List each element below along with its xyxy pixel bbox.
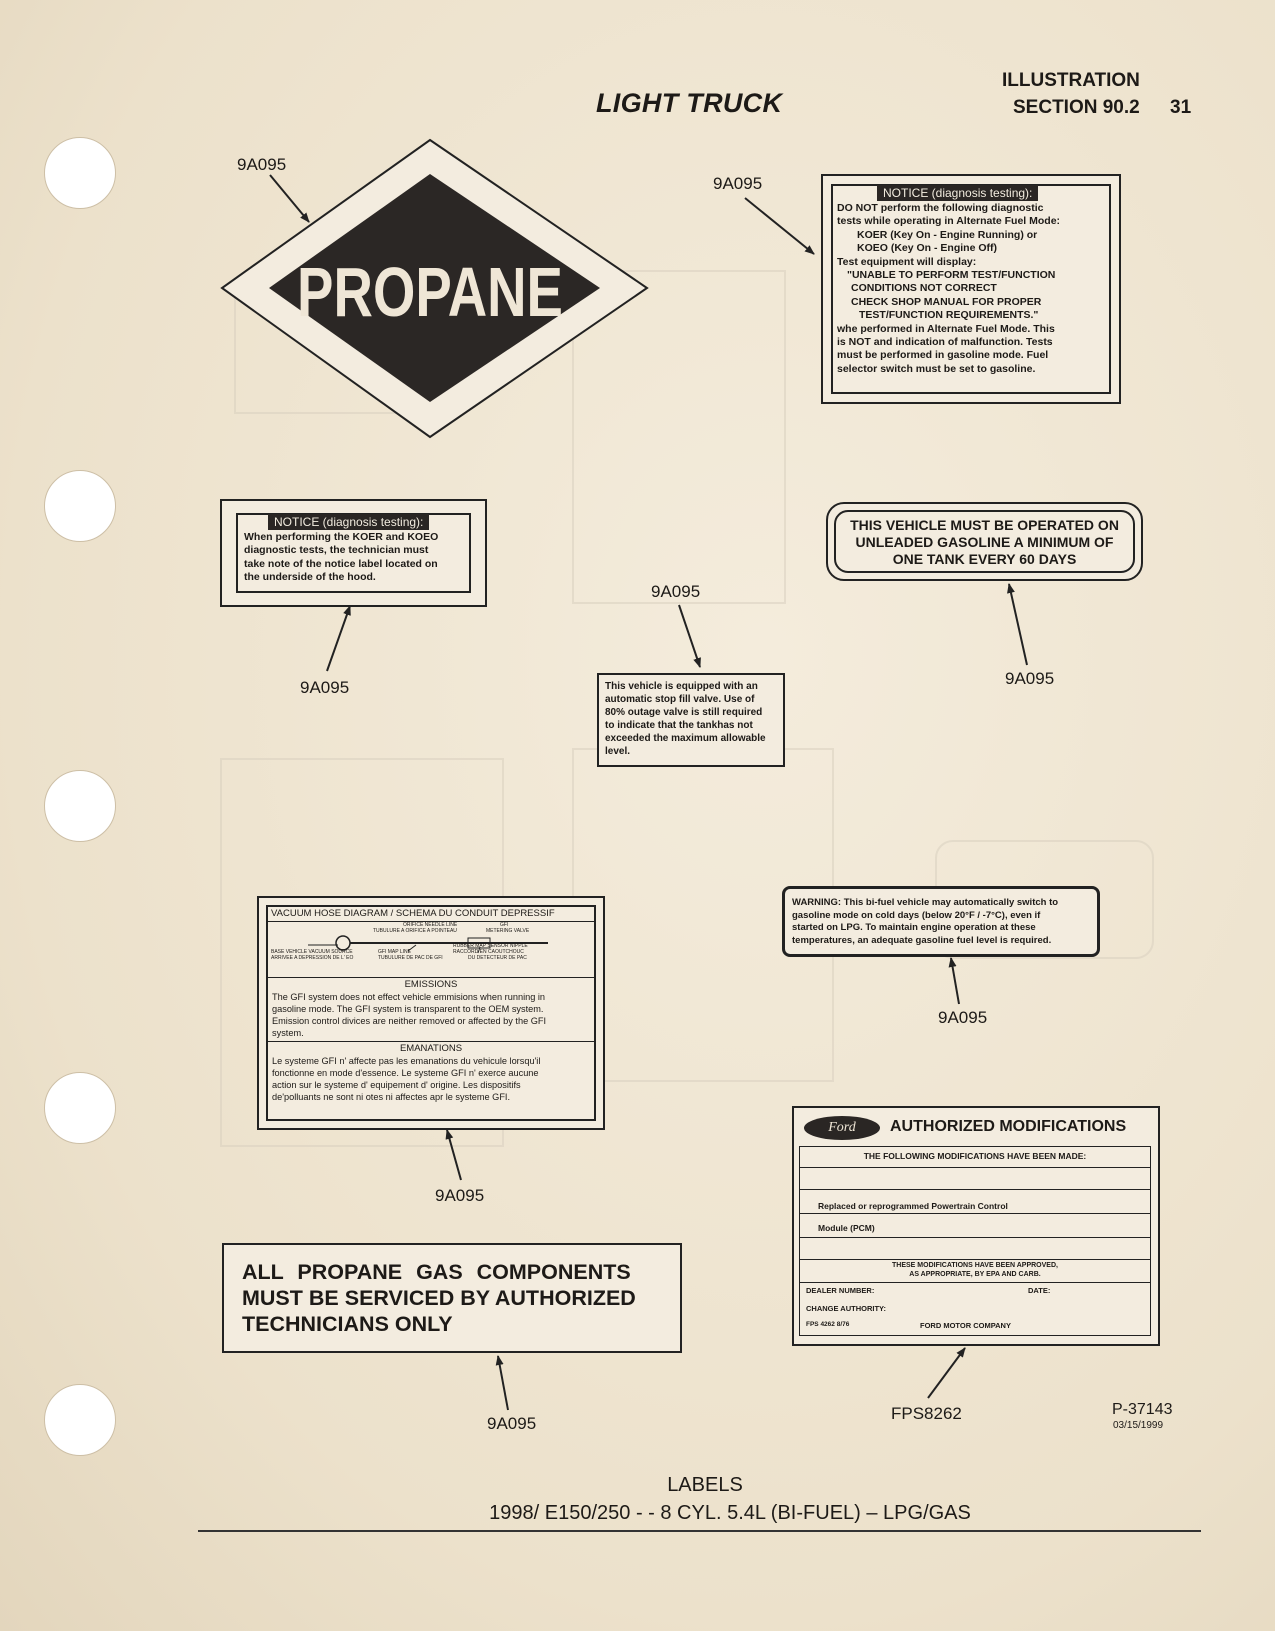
emissions-line: system.	[272, 1028, 304, 1038]
footer-vehicle: 1998/ E150/250 - - 8 CYL. 5.4L (BI-FUEL) – LPG/GAS	[489, 1502, 971, 1524]
page-title: LIGHT TRUCK	[596, 88, 783, 118]
footer-labels: LABELS	[667, 1474, 743, 1496]
warning-line: started on LPG. To maintain engine operation at these	[792, 922, 1036, 934]
date-field: DATE:	[1028, 1286, 1051, 1295]
components-line: ALL PROPANE GAS COMPONENTS	[242, 1260, 631, 1284]
vacuum-hose-label	[257, 896, 605, 1130]
figure-number: P-37143	[1112, 1401, 1173, 1418]
propane-components-text	[242, 1259, 636, 1337]
diagram-label: ARRIVEE A DEPRESSION DE L' EO	[271, 955, 354, 961]
part-ref: 9A095	[435, 1186, 485, 1205]
part-ref: FPS8262	[891, 1404, 962, 1423]
authorized-mods-title: AUTHORIZED MODIFICATIONS	[890, 1118, 1127, 1135]
diagram-label: GFI	[500, 922, 509, 928]
warning-line: WARNING: This bi-fuel vehicle may automatically switch to	[792, 897, 1059, 908]
notice-line: is NOT and indication of malfunction. Tests	[837, 336, 1053, 349]
part-ref: 9A095	[487, 1414, 537, 1433]
notice-line: diagnostic tests, the technician must	[244, 544, 429, 557]
stop-fill-line: to indicate that the tankhas not	[605, 720, 753, 731]
label-inner-border	[799, 1146, 1151, 1336]
notice-line: KOEO (Key On - Engine Off)	[857, 242, 998, 255]
propane-text: PROPANE	[297, 253, 563, 332]
notice-line: must be performed in gasoline mode. Fuel	[837, 349, 1049, 362]
divider	[268, 977, 594, 978]
emissions-line: gasoline mode. The GFI system is transparent to the OEM system.	[272, 1004, 544, 1014]
leader-arrow	[270, 175, 309, 222]
warning-line: gasoline mode on cold days (below 20°F / -7°C), even if	[792, 909, 1041, 921]
unleaded-gasoline-label	[826, 502, 1143, 581]
stop-fill-line: automatic stop fill valve. Use of	[605, 694, 755, 705]
diagram-label: ORIFICE NEEDLE LINE	[403, 922, 458, 928]
diagram-label: RACCORD EN CAOUTCHOUC	[453, 949, 524, 955]
divider	[268, 1041, 594, 1042]
unleaded-line: THIS VEHICLE MUST BE OPERATED ON	[850, 517, 1119, 533]
components-line: TECHNICIANS ONLY	[242, 1312, 453, 1336]
illustration-heading: ILLUSTRATION	[1002, 70, 1140, 91]
unleaded-line: ONE TANK EVERY 60 DAYS	[892, 551, 1077, 567]
diagram-label: RUBBER MAP SENSOR NIPPLE	[453, 943, 528, 949]
label-inner-border	[266, 905, 596, 1121]
diagram-label: METERING VALVE	[486, 928, 530, 934]
part-ref: 9A095	[1005, 669, 1055, 688]
notice-line: KOER (Key On - Engine Running) or	[857, 228, 1038, 241]
leader-arrow	[1009, 584, 1027, 665]
notice-body	[837, 202, 1107, 376]
emissions-line: Emission control divices are neither removed or affected by the GFI	[272, 1016, 547, 1026]
change-authority: CHANGE AUTHORITY:	[806, 1304, 886, 1313]
notice-heading: NOTICE (diagnosis testing):	[877, 185, 1038, 201]
leader-arrow	[447, 1130, 461, 1180]
ford-logo: Ford	[804, 1116, 880, 1140]
leader-arrow	[679, 605, 700, 667]
label-inner-border	[834, 510, 1135, 573]
components-line: MUST BE SERVICED BY AUTHORIZED	[242, 1286, 636, 1310]
footer-rule	[198, 1530, 1201, 1532]
notice-line: Test equipment will display:	[837, 255, 977, 268]
leader-arrow	[745, 198, 814, 254]
section-number: SECTION 90.2	[1013, 97, 1140, 118]
notice-line: "UNABLE TO PERFORM TEST/FUNCTION	[847, 269, 1056, 282]
vacuum-title: VACUUM HOSE DIAGRAM / SCHEMA DU CONDUIT DEPRESSIF	[271, 908, 555, 919]
notice-diagnosis-label-large	[821, 174, 1121, 404]
emanations-heading: EMANATIONS	[399, 1043, 463, 1054]
stop-fill-valve-label	[597, 673, 785, 767]
notice-diagnosis-label-small	[220, 499, 487, 607]
diagram-label: BASE VEHICLE VACUUM SOURCE	[271, 949, 353, 955]
notice-line: the underside of the hood.	[244, 571, 376, 584]
authorized-modifications-label	[792, 1106, 1160, 1346]
notice-line: take note of the notice label located on	[244, 557, 438, 570]
diagram-label: GFI MAP LINE	[378, 949, 411, 955]
stop-fill-line: level.	[605, 746, 631, 757]
label-inner-border	[831, 184, 1111, 394]
dealer-number: DEALER NUMBER:	[806, 1286, 875, 1295]
emanations-text	[272, 1055, 592, 1103]
part-ref: 9A095	[938, 1008, 988, 1027]
page-number: 31	[1170, 97, 1192, 118]
label-inner-border	[236, 513, 471, 593]
diagram-label: TUBULURE A ORIFICE A POINTEAU	[373, 928, 457, 934]
notice-line: whe performed in Alternate Fuel Mode. This	[837, 322, 1055, 335]
divider	[800, 1237, 1150, 1238]
notice-line: selector switch must be set to gasoline.	[837, 362, 1036, 375]
approval-line: THESE MODIFICATIONS HAVE BEEN APPROVED,	[892, 1262, 1058, 1269]
approval-text	[800, 1261, 1150, 1279]
propane-diamond-label	[222, 140, 647, 437]
approval-line: AS APPROPRIATE, BY EPA AND CARB.	[909, 1271, 1041, 1278]
stop-fill-line: exceeded the maximum allowable	[605, 733, 766, 744]
divider	[800, 1282, 1150, 1283]
leader-arrow	[951, 958, 959, 1004]
diagram-label: DU DETECTEUR DE PAC	[468, 955, 527, 961]
warning-line: temperatures, an adequate gasoline fuel level is required.	[792, 934, 1052, 946]
stop-fill-line: 80% outage valve is still required	[605, 707, 763, 718]
notice-line: DO NOT perform the following diagnostic	[837, 202, 1044, 214]
leader-arrow	[498, 1356, 508, 1410]
part-ref: 9A095	[713, 174, 763, 193]
fps-number: FPS 4262 8/76	[806, 1321, 850, 1328]
notice-heading: NOTICE (diagnosis testing):	[268, 514, 429, 530]
mods-subtitle: THE FOLLOWING MODIFICATIONS HAVE BEEN MADE:	[863, 1151, 1087, 1161]
part-ref: 9A095	[237, 155, 287, 174]
emissions-line: The GFI system does not effect vehicle emmisions when running in	[272, 992, 546, 1002]
notice-line: CHECK SHOP MANUAL FOR PROPER	[851, 295, 1042, 308]
part-ref: 9A095	[651, 582, 701, 601]
emissions-text	[272, 991, 592, 1039]
propane-components-label	[222, 1243, 682, 1353]
figure-date: 03/15/1999	[1113, 1420, 1164, 1431]
cold-weather-warning-label	[782, 886, 1100, 957]
notice-line: When performing the KOER and KOEO	[244, 531, 439, 543]
emissions-heading: EMISSIONS	[404, 979, 458, 990]
notice-line: CONDITIONS NOT CORRECT	[851, 282, 997, 295]
divider	[800, 1167, 1150, 1168]
stop-fill-text	[605, 680, 783, 758]
emanations-line: Le systeme GFI n' affecte pas les emanations du vehicule lorsqu'il	[272, 1056, 541, 1066]
mods-row: Module (PCM)	[818, 1223, 875, 1233]
notice-body	[244, 531, 466, 585]
notice-line: tests while operating in Alternate Fuel Mode:	[837, 215, 1061, 228]
divider	[800, 1259, 1150, 1260]
leader-arrow	[928, 1348, 965, 1398]
stop-fill-line: This vehicle is equipped with an	[605, 681, 758, 692]
unleaded-text	[836, 517, 1133, 568]
divider	[800, 1213, 1150, 1214]
part-ref: 9A095	[300, 678, 350, 697]
unleaded-line: UNLEADED GASOLINE A MINIMUM OF	[855, 534, 1114, 550]
emanations-line: fonctionne en mode d'essence. Le systeme GFI n' exerce aucune	[272, 1068, 539, 1078]
emanations-line: action sur le systeme d' equipement d' origine. Les dispositifs	[272, 1080, 521, 1090]
divider	[800, 1189, 1150, 1190]
emanations-line: de'polluants ne sont ni otes ni affectes apr le systeme GFI.	[272, 1092, 511, 1102]
leader-arrow	[327, 606, 350, 671]
mods-row: Replaced or reprogrammed Powertrain Control	[818, 1201, 1008, 1211]
warning-text	[792, 897, 1092, 947]
notice-line: TEST/FUNCTION REQUIREMENTS."	[859, 309, 1039, 322]
company-name: FORD MOTOR COMPANY	[920, 1321, 1011, 1330]
diagram-label: TUBULURE DE PAC DE GFI	[378, 955, 443, 961]
